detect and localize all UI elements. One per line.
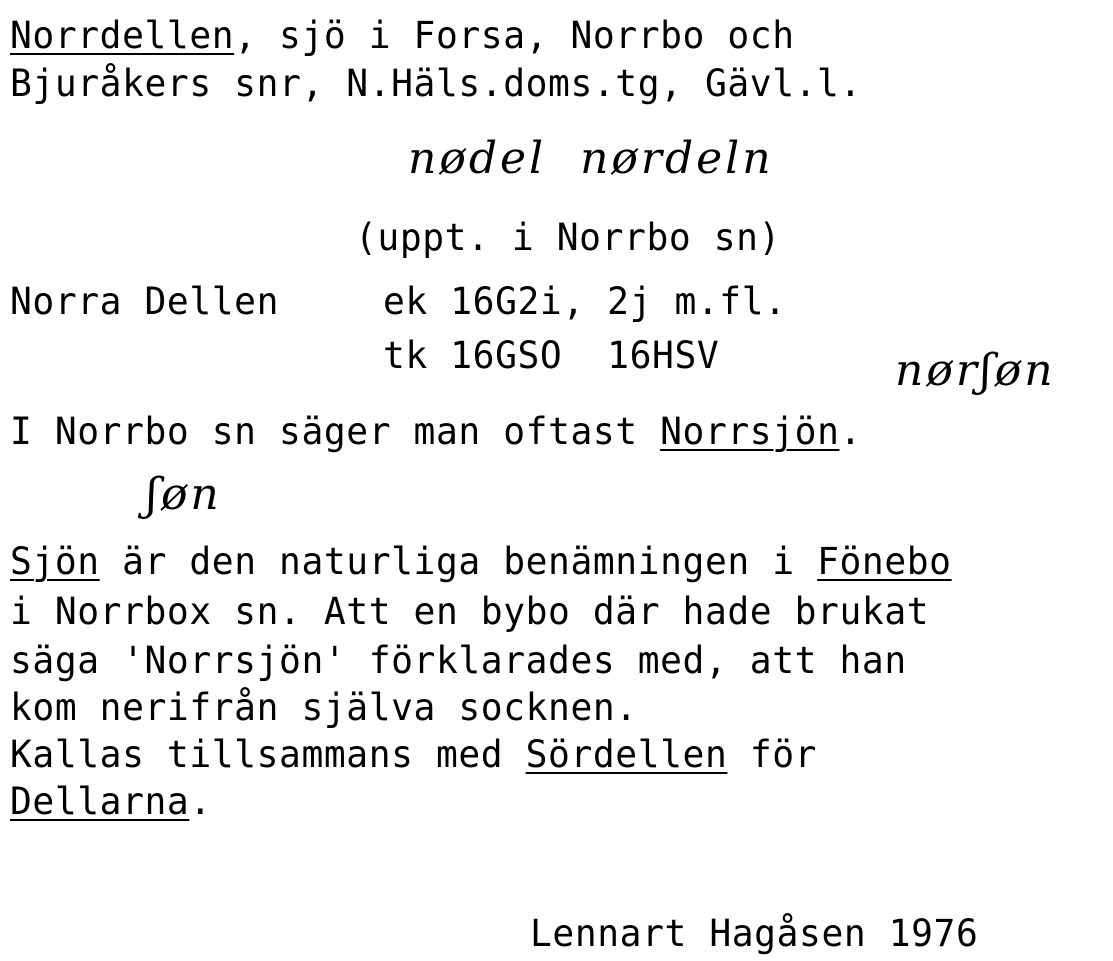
location-line: Bjuråkers snr, N.Häls.doms.tg, Gävl.l.	[10, 62, 862, 105]
paragraph-line-1	[10, 540, 952, 584]
closing-line-1	[10, 733, 817, 777]
paragraph-place: Fönebo	[817, 540, 952, 583]
closing-name: Sördellen	[525, 733, 728, 776]
phonetic-transcription-3: ʃøn	[146, 469, 222, 520]
usage-name: Norrsjön	[660, 410, 840, 453]
entry-heading-rest: , sjö i Forsa, Norrbo och	[234, 14, 795, 57]
closing-line-2-end: .	[189, 780, 212, 823]
map-reference-tk: tk 16GSO 16HSV	[383, 334, 720, 377]
usage-sentence	[10, 410, 862, 454]
map-reference-ek: ek 16G2i, 2j m.fl.	[383, 280, 787, 323]
paragraph-line-4: kom nerifrån själva socknen.	[10, 686, 638, 729]
closing-line-2	[10, 780, 212, 824]
paragraph-line-3: säga 'Norrsjön' förklarades med, att han	[10, 639, 907, 682]
usage-sentence-text: I Norrbo sn säger man oftast	[10, 410, 661, 453]
closing-line-1-text: Kallas tillsammans med	[10, 733, 526, 776]
recorded-note: (uppt. i Norrbo sn)	[355, 216, 781, 259]
map-name: Norra Dellen	[10, 280, 280, 323]
phonetic-transcription-2: nørʃøn	[895, 345, 1056, 396]
entry-heading-line	[10, 14, 795, 58]
paragraph-name: Sjön	[10, 540, 100, 583]
usage-sentence-end: .	[839, 410, 862, 453]
signature: Lennart Hagåsen 1976	[530, 912, 979, 955]
closing-group-name: Dellarna	[10, 780, 190, 823]
entry-name: Norrdellen	[10, 14, 235, 57]
paragraph-line-1-text: är den naturliga benämningen i	[99, 540, 818, 583]
phonetic-transcription-1: nødel nørdeln	[408, 133, 774, 184]
paragraph-line-2: i Norrbox sn. Att en bybo där hade brukat	[10, 590, 930, 633]
closing-line-1-end: för	[727, 733, 818, 776]
